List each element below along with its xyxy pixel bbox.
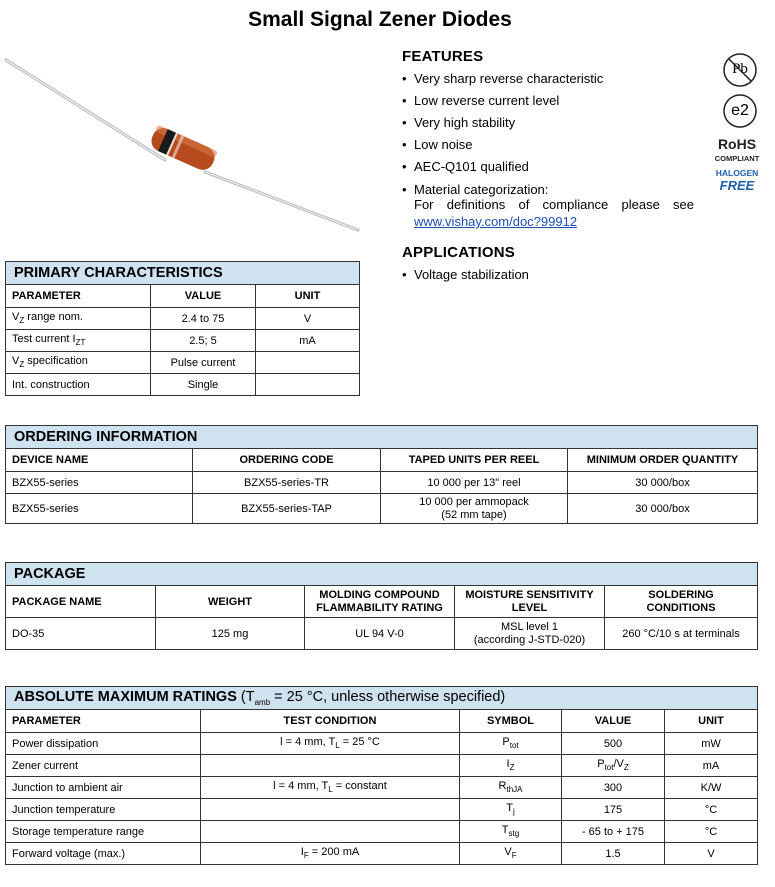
absmax-header-symbol: SYMBOL — [460, 710, 562, 733]
package-header-weight: WEIGHT — [156, 586, 305, 618]
unit-cell: mA — [665, 755, 758, 777]
package-header-soldering: SOLDERING CONDITIONS — [605, 586, 758, 618]
symbol-cell: $P_{tot}$ — [460, 733, 562, 755]
param-cell: $V_Z$ specification — [6, 352, 151, 374]
absmax-header-unit: UNIT — [665, 710, 758, 733]
feature-item: • Low noise — [402, 134, 697, 156]
absmax-header-condition: TEST CONDITION — [201, 710, 460, 733]
moq-cell: 30 000/box — [568, 472, 758, 494]
value-cell: $P_{tot}/V_Z$ — [562, 755, 665, 777]
table-row — [6, 352, 360, 374]
table-row — [6, 843, 758, 865]
symbol-cell: $I_Z$ — [460, 755, 562, 777]
soldering-cell: 260 °C/10 s at terminals — [605, 618, 758, 650]
rohs-label: RoHS — [717, 136, 757, 152]
unit-cell — [256, 374, 360, 396]
primary-header-unit: UNIT — [256, 285, 360, 308]
symbol-cell: $T_{stg}$ — [460, 821, 562, 843]
diode-image — [0, 50, 370, 240]
value-cell: 300 — [562, 777, 665, 799]
package-header-msl: MOISTURE SENSITIVITY LEVEL — [455, 586, 605, 618]
taped-cell: 10 000 per ammopack (52 mm tape) — [381, 494, 568, 524]
condition-cell — [201, 799, 460, 821]
param-cell: Power dissipation — [6, 733, 201, 755]
param-cell: $V_Z$ range nom. — [6, 308, 151, 330]
moq-cell: 30 000/box — [568, 494, 758, 524]
applications-list — [402, 264, 697, 286]
table-row — [6, 755, 758, 777]
package-title: PACKAGE — [6, 563, 758, 586]
unit-cell: °C — [665, 821, 758, 843]
value-cell: Single — [151, 374, 256, 396]
table-row — [6, 330, 360, 352]
condition-cell: l = 4 mm, $T_L$ = constant — [201, 777, 460, 799]
features-list — [402, 68, 697, 198]
msl-cell: MSL level 1 (according J-STD-020) — [455, 618, 605, 650]
symbol-cell: $T_j$ — [460, 799, 562, 821]
table-row — [6, 374, 360, 396]
e2-label: e2 — [731, 102, 749, 119]
table-row — [6, 799, 758, 821]
absmax-header-parameter: PARAMETER — [6, 710, 201, 733]
weight-cell: 125 mg — [156, 618, 305, 650]
primary-characteristics-table — [5, 261, 360, 396]
absolute-maximum-ratings-table — [5, 686, 758, 865]
symbol-cell: $V_F$ — [460, 843, 562, 865]
condition-cell — [201, 821, 460, 843]
unit-cell — [256, 352, 360, 374]
molding-cell: UL 94 V-0 — [305, 618, 455, 650]
primary-header-parameter: PARAMETER — [6, 285, 151, 308]
code-cell: BZX55-series-TAP — [193, 494, 381, 524]
symbol-cell: $R_{thJA}$ — [460, 777, 562, 799]
value-cell: Pulse current — [151, 352, 256, 374]
param-cell: Storage temperature range — [6, 821, 201, 843]
feature-item: • AEC-Q101 qualified — [402, 156, 697, 178]
code-cell: BZX55-series-TR — [193, 472, 381, 494]
table-row — [6, 308, 360, 330]
compliance-link[interactable]: www.vishay.com/doc?99912 — [414, 214, 578, 229]
table-row — [6, 821, 758, 843]
taped-cell: 10 000 per 13" reel — [381, 472, 568, 494]
param-cell: Forward voltage (max.) — [6, 843, 201, 865]
halogen-label: HALOGEN — [715, 168, 759, 178]
unit-cell: °C — [665, 799, 758, 821]
ordering-information-table — [5, 425, 758, 524]
rohs-compliant-label: COMPLIANT — [714, 154, 760, 163]
param-cell: Junction to ambient air — [6, 777, 201, 799]
device-cell: BZX55-series — [6, 494, 193, 524]
unit-cell: mW — [665, 733, 758, 755]
absmax-header-value: VALUE — [562, 710, 665, 733]
condition-cell — [201, 755, 460, 777]
primary-header-value: VALUE — [151, 285, 256, 308]
absmax-title: ABSOLUTE MAXIMUM RATINGS ($T_{amb} = 25$ °C, unless otherwise specified) — [6, 687, 758, 710]
ordering-title: ORDERING INFORMATION — [6, 426, 758, 449]
ordering-header-code: ORDERING CODE — [193, 449, 381, 472]
halogen-free-label: FREE — [719, 178, 755, 193]
value-cell: 2.5; 5 — [151, 330, 256, 352]
value-cell: 2.4 to 75 — [151, 308, 256, 330]
features-heading: FEATURES — [402, 48, 484, 65]
param-cell: Zener current — [6, 755, 201, 777]
feature-item: • Material categorization: — [402, 181, 697, 198]
table-row — [6, 733, 758, 755]
pb-label: Pb — [732, 61, 748, 77]
param-cell: Test current $I_{ZT}$ — [6, 330, 151, 352]
feature-item: • Very high stability — [402, 112, 697, 134]
table-row — [6, 777, 758, 799]
param-cell: Int. construction — [6, 374, 151, 396]
compliance-text: For definitions of compliance please see — [414, 197, 694, 212]
diode-body — [148, 125, 218, 174]
value-cell: 1.5 — [562, 843, 665, 865]
unit-cell: mA — [256, 330, 360, 352]
device-cell: BZX55-series — [6, 472, 193, 494]
table-row — [6, 472, 758, 494]
unit-cell: V — [665, 843, 758, 865]
param-cell: Junction temperature — [6, 799, 201, 821]
application-item: • Voltage stabilization — [402, 264, 697, 286]
table-row — [6, 494, 758, 524]
primary-title: PRIMARY CHARACTERISTICS — [6, 262, 360, 285]
condition-cell: l = 4 mm, $T_L = 25$ °C — [201, 733, 460, 755]
package-header-molding: MOLDING COMPOUND FLAMMABILITY RATING — [305, 586, 455, 618]
package-header-name: PACKAGE NAME — [6, 586, 156, 618]
value-cell: - 65 to + 175 — [562, 821, 665, 843]
ordering-header-device: DEVICE NAME — [6, 449, 193, 472]
unit-cell: K/W — [665, 777, 758, 799]
condition-cell: $I_F = 200$ mA — [201, 843, 460, 865]
ordering-header-taped: TAPED UNITS PER REEL — [381, 449, 568, 472]
feature-item: • Low reverse current level — [402, 90, 697, 112]
table-row — [6, 618, 758, 650]
page-title: Small Signal Zener Diodes — [248, 8, 512, 31]
feature-item: • Very sharp reverse characteristic — [402, 68, 697, 90]
ordering-header-moq: MINIMUM ORDER QUANTITY — [568, 449, 758, 472]
unit-cell: V — [256, 308, 360, 330]
package-table — [5, 562, 758, 650]
value-cell: 500 — [562, 733, 665, 755]
applications-heading: APPLICATIONS — [402, 244, 515, 261]
value-cell: 175 — [562, 799, 665, 821]
package-name-cell: DO-35 — [6, 618, 156, 650]
